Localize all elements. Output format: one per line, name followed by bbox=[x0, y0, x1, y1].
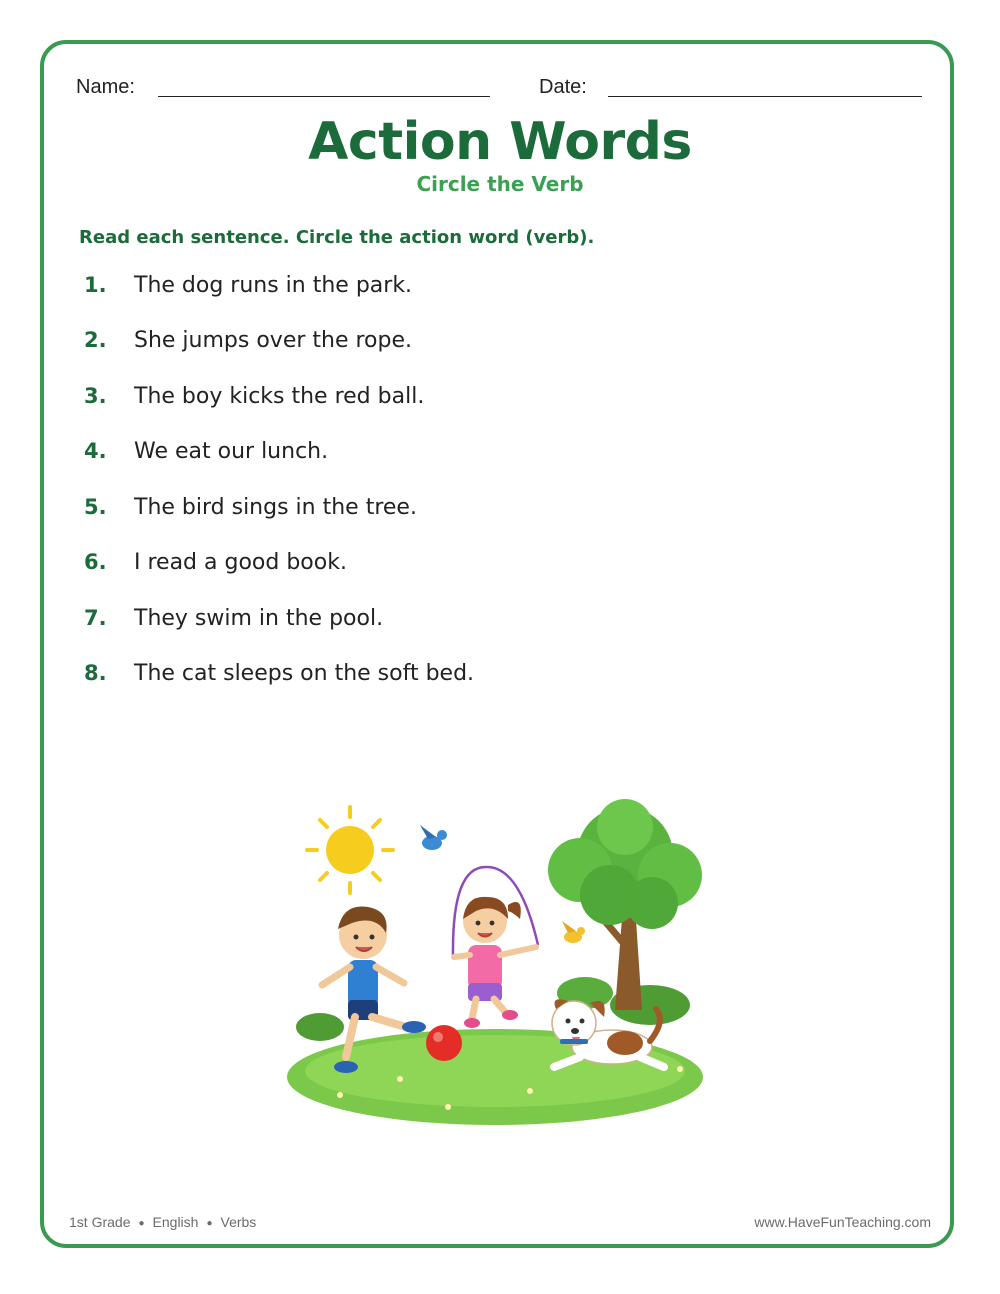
date-label: Date: bbox=[539, 76, 587, 98]
item-sentence[interactable]: We eat our lunch. bbox=[134, 439, 329, 464]
red-ball-icon bbox=[426, 1025, 462, 1061]
item-number: 3. bbox=[84, 384, 107, 408]
date-line[interactable] bbox=[608, 96, 922, 97]
bullet-icon: ● bbox=[206, 1218, 213, 1229]
instructions: Read each sentence. Circle the action word (verb). bbox=[79, 227, 595, 248]
item-sentence[interactable]: She jumps over the rope. bbox=[134, 328, 413, 353]
item-number: 1. bbox=[84, 273, 107, 297]
item-number: 6. bbox=[84, 550, 107, 574]
footer-topic: Verbs bbox=[220, 1214, 257, 1230]
girl-icon bbox=[453, 867, 538, 1028]
item-number: 7. bbox=[84, 606, 107, 630]
tree-icon bbox=[548, 799, 702, 1010]
sun-icon bbox=[307, 807, 393, 893]
item-sentence[interactable]: The bird sings in the tree. bbox=[134, 495, 417, 520]
page-title: Action Words bbox=[308, 112, 692, 172]
item-sentence[interactable]: They swim in the pool. bbox=[134, 606, 384, 631]
bush-icon bbox=[296, 1013, 344, 1041]
item-number: 2. bbox=[84, 328, 107, 352]
name-label: Name: bbox=[76, 76, 135, 98]
item-sentence[interactable]: I read a good book. bbox=[134, 550, 347, 575]
blue-bird-icon bbox=[420, 825, 447, 850]
playground-illustration bbox=[280, 795, 720, 1135]
footer-tags bbox=[69, 1214, 256, 1230]
item-sentence[interactable]: The boy kicks the red ball. bbox=[134, 384, 425, 409]
yellow-bird-icon bbox=[562, 921, 585, 943]
item-number: 8. bbox=[84, 661, 107, 685]
item-sentence[interactable]: The dog runs in the park. bbox=[134, 273, 413, 298]
bullet-icon: ● bbox=[138, 1218, 145, 1229]
footer-grade: 1st Grade bbox=[69, 1214, 131, 1230]
page-subtitle: Circle the Verb bbox=[416, 172, 584, 196]
item-number: 5. bbox=[84, 495, 107, 519]
item-sentence[interactable]: The cat sleeps on the soft bed. bbox=[134, 661, 475, 686]
footer-subject: English bbox=[152, 1214, 199, 1230]
name-date-row bbox=[76, 74, 922, 104]
item-number: 4. bbox=[84, 439, 107, 463]
name-line[interactable] bbox=[158, 96, 490, 97]
footer-website[interactable]: www.HaveFunTeaching.com bbox=[754, 1214, 931, 1230]
